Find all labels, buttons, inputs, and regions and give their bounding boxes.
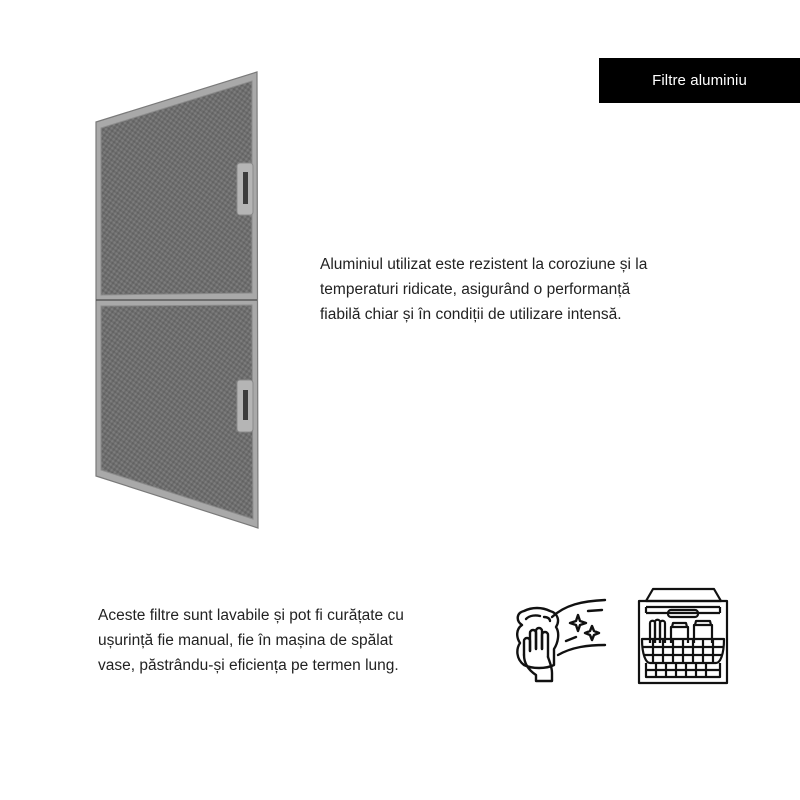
text-line: vase, păstrându-și eficiența pe termen lung. bbox=[98, 657, 399, 674]
text-line: Aluminiul utilizat este rezistent la coroziune și la bbox=[320, 256, 648, 273]
text-line: temperaturi ridicate, asigurând o performanță bbox=[320, 281, 631, 298]
category-badge bbox=[599, 58, 800, 103]
text-line: fiabilă chiar și în condiții de utilizare intensă. bbox=[320, 306, 622, 323]
text-line: Aceste filtre sunt lavabile și pot fi curățate cu bbox=[98, 607, 404, 624]
hand-wipe-clean-icon bbox=[510, 595, 610, 685]
corrosion-resistance-description bbox=[320, 252, 720, 327]
handle-bottom bbox=[237, 380, 253, 432]
badge-label: Filtre aluminiu bbox=[652, 72, 747, 89]
handle-top bbox=[237, 163, 253, 215]
text-line: ușurință fie manual, fie în mașina de spălat bbox=[98, 632, 393, 649]
dishwasher-icon bbox=[636, 585, 730, 685]
washable-description bbox=[98, 603, 478, 678]
aluminum-filter-image bbox=[88, 66, 268, 536]
